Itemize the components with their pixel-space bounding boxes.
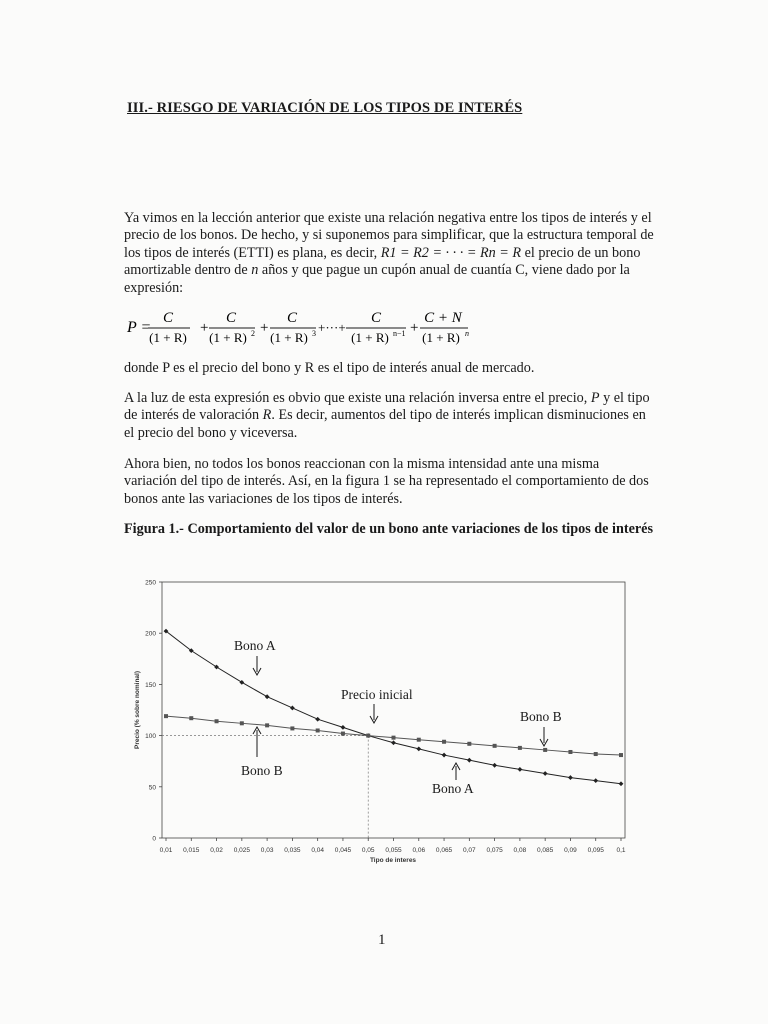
data-point-bono-b	[467, 742, 471, 746]
data-point-bono-b	[392, 736, 396, 740]
reference-lines	[162, 736, 368, 838]
plus-sign: +	[260, 320, 269, 336]
data-point-bono-b	[417, 738, 421, 742]
y-tick-label: 100	[145, 733, 156, 741]
term2-numerator: C	[225, 310, 237, 326]
x-tick-label: 0,07	[463, 847, 476, 854]
data-point-bono-b	[240, 721, 244, 725]
data-point-bono-a	[467, 758, 472, 763]
x-axis-ticks	[160, 838, 626, 854]
annot-bono-a-bottom: Bono A	[432, 781, 474, 796]
x-tick-label: 0,035	[284, 847, 301, 854]
y-axis-title: Precio (% sobre nominal)	[134, 670, 141, 750]
data-point-bono-a	[391, 740, 396, 745]
data-point-bono-b	[316, 728, 320, 732]
x-tick-label: 0,02	[210, 847, 223, 854]
y-tick-label: 50	[148, 784, 156, 792]
inverse-relation-paragraph: A la luz de esta expresión es obvio que existe una relación inversa entre el precio, P y el tipo de interés de valoración R. Es decir, aumentos del tipo de interés implican disminuciones en el precio del bono y viceversa.	[124, 390, 650, 441]
x-tick-label: 0,03	[260, 847, 274, 854]
data-point-bono-b	[189, 716, 193, 720]
intensity-paragraph: Ahora bien, no todos los bonos reaccionan con la misma intensidad ante una misma variación del tipo de interés. Así, en la figura 1 se ha representado el comportamiento de dos bonos ante las variaciones de los tipos de interés.	[124, 456, 649, 507]
y-tick-label: 250	[145, 579, 156, 587]
data-point-bono-a	[619, 781, 624, 786]
term4-numerator: C	[370, 310, 382, 326]
term1-denominator: (1 + R)	[149, 330, 187, 345]
formula-dots: +···+	[318, 320, 346, 335]
series-line-bono-a	[166, 631, 621, 784]
term4-denominator: (1 + R)	[351, 330, 389, 345]
data-point-bono-a	[290, 706, 295, 711]
data-point-bono-b	[543, 748, 547, 752]
data-point-bono-b	[568, 750, 572, 754]
annot-precio-inicial: Precio inicial	[341, 687, 413, 702]
data-point-bono-b	[290, 726, 294, 730]
data-point-bono-a	[442, 753, 447, 758]
y-tick-label: 0	[152, 835, 156, 843]
x-tick-label: 0,04	[311, 847, 324, 854]
x-tick-label: 0,05	[361, 847, 375, 854]
term1-numerator: C	[162, 310, 174, 326]
definition-paragraph: donde P es el precio del bono y R es el tipo de interés anual de mercado.	[124, 360, 535, 376]
data-point-bono-a	[265, 694, 270, 699]
x-tick-label: 0,01	[159, 847, 173, 854]
data-point-bono-a	[492, 763, 497, 768]
data-point-bono-a	[315, 717, 320, 722]
annot-bono-a-top: Bono A	[234, 638, 276, 653]
y-tick-label: 150	[145, 681, 156, 689]
data-point-bono-a	[517, 767, 522, 772]
term5-numerator: C + N	[424, 310, 462, 326]
data-point-bono-b	[366, 734, 370, 738]
data-point-bono-a	[543, 771, 548, 776]
y-tick-label: 200	[145, 630, 156, 638]
x-tick-label: 0,08	[513, 847, 527, 854]
data-point-bono-b	[164, 714, 168, 718]
annot-bono-b-bottom: Bono B	[241, 763, 283, 778]
data-point-bono-a	[239, 680, 244, 685]
x-tick-label: 0,085	[537, 847, 554, 854]
term5-exponent: n	[465, 329, 469, 338]
x-tick-label: 0,09	[564, 847, 577, 854]
intro-paragraph: Ya vimos en la lección anterior que existe una relación negativa entre los tipos de interés y el precio de los bonos. De hecho, y si suponemos para simplificar, que la estructura temporal de los tipos de interés (ETTI) es plana, es decir, R1 = R2 = · · · = Rn = R el precio de un bono amortizable dentro de n años y que pague un cupón anual de cuantía C, viene dado por la expresión:	[124, 210, 654, 296]
series-group	[164, 629, 624, 786]
data-point-bono-a	[593, 778, 598, 783]
plus-sign: +	[410, 320, 419, 336]
figure-caption: Figura 1.- Comportamiento del valor de un bono ante variaciones de los tipos de interés	[124, 521, 653, 537]
x-tick-label: 0,065	[435, 847, 453, 854]
data-point-bono-b	[518, 746, 522, 750]
x-tick-label: 0,075	[486, 847, 503, 854]
x-tick-label: 0,1	[616, 847, 626, 854]
x-tick-label: 0,06	[412, 847, 426, 854]
plus-sign: +	[200, 320, 209, 336]
data-point-bono-a	[416, 747, 421, 752]
data-point-bono-b	[619, 753, 623, 757]
data-point-bono-a	[568, 775, 573, 780]
term5-denominator: (1 + R)	[422, 330, 460, 345]
x-tick-label: 0,015	[183, 847, 200, 854]
x-tick-label: 0,045	[334, 847, 352, 854]
data-point-bono-b	[594, 752, 598, 756]
annot-bono-b-right: Bono B	[520, 709, 562, 724]
page-number: 1	[378, 932, 386, 948]
term3-exponent: 3	[312, 329, 316, 338]
term2-denominator: (1 + R)	[209, 330, 247, 345]
term4-exponent: n−1	[393, 329, 406, 338]
term3-numerator: C	[286, 310, 298, 326]
x-tick-label: 0,095	[587, 847, 604, 854]
term3-denominator: (1 + R)	[270, 330, 308, 345]
data-point-bono-b	[265, 723, 269, 727]
data-point-bono-a	[341, 725, 346, 730]
term2-exponent: 2	[251, 329, 255, 338]
etti-equation: R1 = R2 = · · · = Rn = R	[380, 244, 522, 261]
data-point-bono-b	[341, 732, 345, 736]
y-axis-ticks	[145, 580, 162, 843]
data-point-bono-b	[493, 744, 497, 748]
x-tick-label: 0,055	[385, 847, 402, 854]
x-axis-title: Tipo de interes	[369, 857, 417, 864]
formula-lhs: P =	[127, 319, 152, 336]
section-heading: III.- RIESGO DE VARIACIÓN DE LOS TIPOS DE INTERÉS	[127, 100, 523, 116]
data-point-bono-b	[442, 740, 446, 744]
data-point-bono-b	[215, 719, 219, 723]
x-tick-label: 0,025	[233, 847, 250, 854]
